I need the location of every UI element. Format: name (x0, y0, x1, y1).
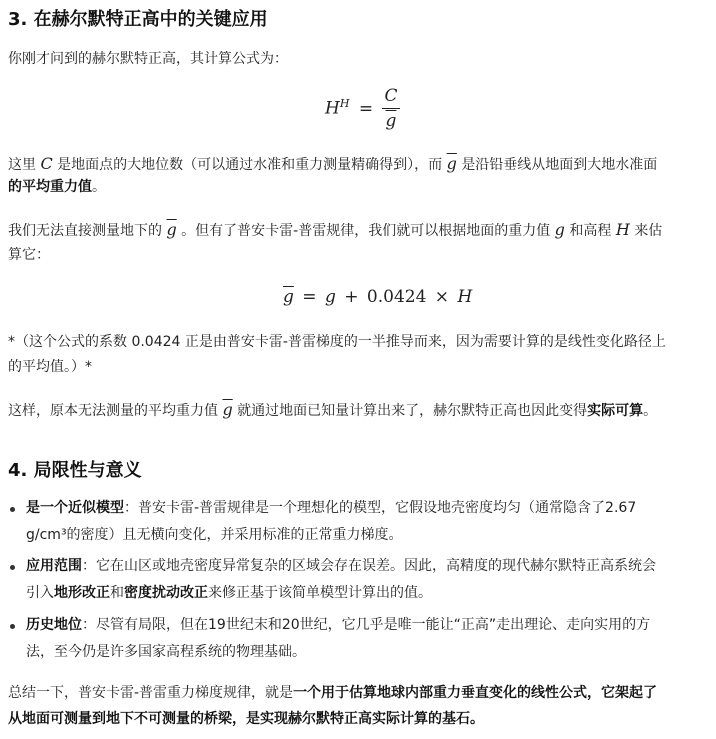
para3-g: $\overline{g}$ (166, 220, 177, 239)
para3-line2 (8, 244, 50, 267)
para2-bold: 的平均重力值 (8, 179, 92, 195)
formula-H: H (325, 98, 340, 119)
bullet-2-c: 来修正基于该简单模型计算出的值。 (208, 585, 432, 601)
bullet-3-line2 (26, 641, 306, 664)
note-line2 (8, 356, 92, 379)
bullet-dot-2 (10, 565, 15, 570)
f2-g: g (324, 287, 336, 307)
para2-line2 (8, 176, 106, 199)
para3-line1 (8, 218, 662, 243)
para2-end: 。 (92, 179, 106, 195)
para3-d: 来估 (634, 223, 663, 239)
f2-eq: = (302, 287, 317, 307)
f2-H: H (457, 287, 473, 307)
para2-a: 这里 (8, 157, 36, 173)
note-line2-text: 的平均值。）* (8, 359, 92, 375)
bullet-1-text: ：普安卡雷-普雷规律是一个理想化的模型，它假设地壳密度均匀（通常隐含了2.67 (124, 500, 637, 516)
para2-C: C (40, 154, 53, 173)
para4-b: 就通过地面已知量计算出来了，赫尔默特正高也因此变得 (237, 403, 588, 419)
para4 (8, 398, 657, 423)
bullet-2-bold2: 密度扰动改正 (124, 585, 208, 601)
para3-H: H (615, 220, 630, 239)
bullet-2-line1 (26, 555, 656, 578)
formula-helmert (325, 86, 400, 131)
bullet-2-text: ：它在山区或地壳密度异常复杂的区域会存在误差。因此，高精度的现代赫尔默特正高系统会 (82, 558, 656, 574)
para3-b: 。但有了普安卡雷-普雷规律，我们就可以根据地面的重力值 (181, 223, 551, 239)
bullet-dot-1 (10, 507, 15, 512)
summary-line2 (8, 708, 484, 731)
bullet-1-line1 (26, 497, 636, 520)
formula-denominator: g (385, 111, 397, 131)
bullet-1-line2-text: g/cm³的密度）且无横向变化，并采用标准的正常重力梯度。 (26, 527, 403, 543)
f2-gbar: $\overline{g}$ (283, 287, 294, 307)
para3-g2: g (554, 220, 565, 239)
bullet-2-a: 引入 (26, 585, 54, 601)
para4-end: 。 (643, 403, 658, 419)
formula-H-sup: H (339, 96, 350, 110)
bullet-1-bold: 是一个近似模型 (26, 500, 124, 516)
summary-bold1: 一个用于估算地球内部重力垂直变化的线性公式，它架起了 (293, 685, 658, 701)
section-3-heading: 3. 在赫尔默特正高中的关键应用 (8, 9, 268, 30)
para3-c: 和高程 (569, 223, 612, 239)
bullet-2-line2 (26, 582, 432, 605)
para3-a: 我们无法直接测量地下的 (8, 223, 162, 239)
formula-mean-gravity (283, 287, 472, 307)
para4-bold: 实际可算 (587, 403, 644, 419)
note-line1 (8, 331, 666, 354)
formula-numerator: C (384, 86, 398, 106)
bullet-3-text: ：尽管有局限，但在19世纪末和20世纪，它几乎是唯一能让“正高”走出理论、走向实用的方 (82, 617, 651, 633)
intro-text: 你刚才问到的赫尔默特正高，其计算公式为： (8, 51, 288, 67)
para2-b: 是地面点的大地位数（可以通过水准和重力测量精确得到），而 (57, 157, 443, 173)
formula-fraction (382, 86, 399, 131)
bullet-3-bold: 历史地位 (26, 617, 82, 633)
f2-times: × (434, 287, 450, 307)
f2-coef: 0.0424 (366, 287, 427, 307)
bullet-3-line2-text: 法，至今仍是许多国家高程系统的物理基础。 (26, 644, 306, 660)
note-line1-text: *（这个公式的系数 0.0424 正是由普安卡雷-普雷梯度的一半推导而来，因为需要计算的是线性变化路径上 (8, 334, 666, 350)
formula-eq: = (358, 98, 374, 119)
intro-paragraph (8, 48, 288, 71)
para2-line1 (8, 152, 657, 177)
bullet-2-b: 和 (110, 585, 124, 601)
bullet-1-line2 (26, 524, 403, 547)
para3-line2-text: 算它： (8, 247, 50, 263)
para4-a: 这样，原本无法测量的平均重力值 (8, 403, 218, 419)
bullet-2-bold1: 地形改正 (54, 585, 110, 601)
summary-bold2: 从地面可测量到地下不可测量的桥梁，是实现赫尔默特正高实际计算的基石。 (8, 711, 484, 727)
summary-line1 (8, 682, 657, 705)
summary-a: 总结一下，普安卡雷-普雷重力梯度规律，就是 (8, 685, 294, 701)
para4-g: $\overline{g}$ (222, 400, 233, 419)
bullet-dot-3 (10, 624, 15, 629)
bullet-3-line1 (26, 614, 650, 637)
para2-c: 是沿铅垂线从地面到大地水准面 (461, 157, 658, 173)
para2-g: $\overline{g}$ (446, 154, 457, 173)
fraction-bar (382, 108, 399, 109)
section-4-heading: 4. 局限性与意义 (8, 460, 142, 481)
f2-plus: + (344, 287, 359, 307)
bullet-2-bold: 应用范围 (26, 558, 82, 574)
